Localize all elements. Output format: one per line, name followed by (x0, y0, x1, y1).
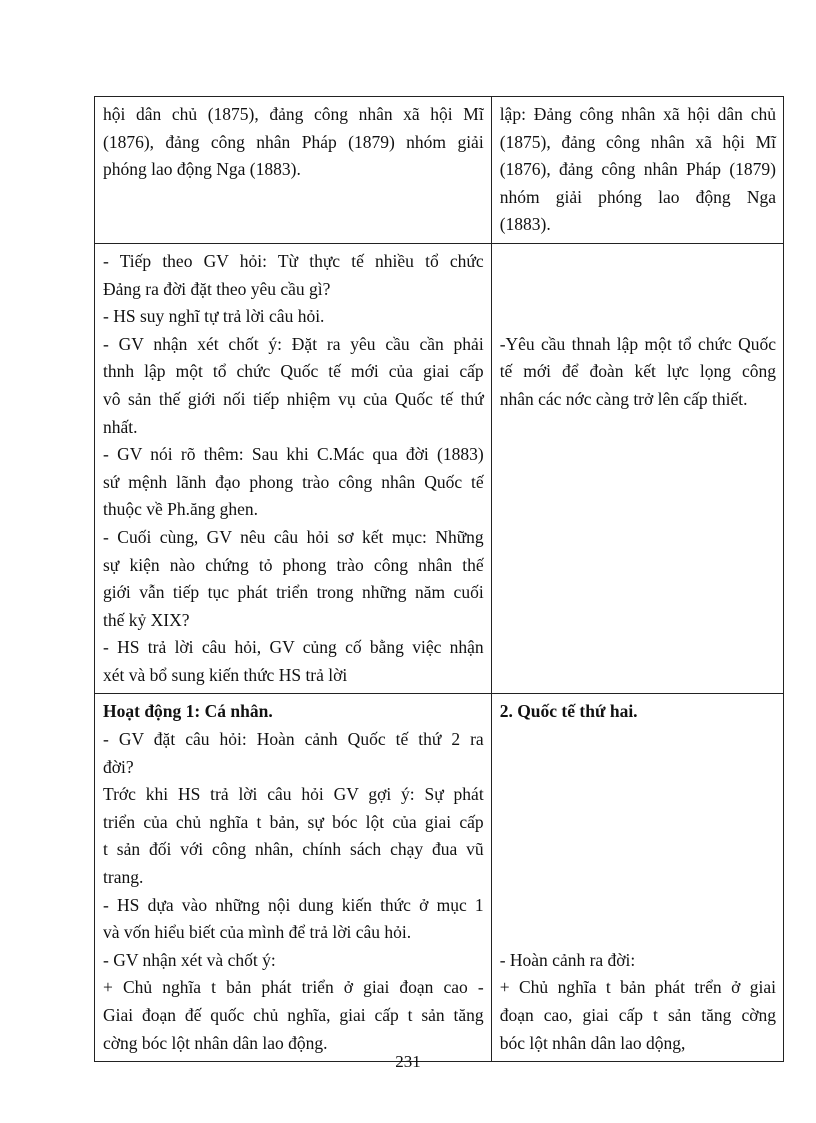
paragraph-block (500, 101, 776, 239)
text-line: - HS suy nghĩ tự trả lời câu hỏi. (103, 306, 325, 327)
left-cell (95, 97, 492, 244)
text-line: - GV nhận xét và chốt ý: (103, 949, 276, 970)
paragraph-block (103, 698, 484, 1057)
text-line: - Tiếp theo GV hỏi: Từ thực tế nhiều tổ chức (103, 250, 484, 271)
text-line: Giai đoạn đế quốc chủ nghĩa, giai cấp t sản tăng (103, 1005, 484, 1025)
text-line: (1883). (499, 214, 551, 235)
section-heading: 2. Quốc tế thứ hai. (499, 701, 638, 722)
page-number: 231 (395, 1052, 421, 1071)
left-cell (95, 243, 492, 694)
right-cell (491, 97, 783, 244)
text-line: cờng bóc lột nhân dân lao động. (103, 1032, 328, 1053)
content-table (94, 96, 784, 1062)
table-row (95, 243, 784, 694)
text-line: nhân các nớc càng trở lên cấp thiết. (499, 388, 748, 409)
text-line: - Hoàn cảnh ra đời: (499, 949, 636, 970)
text-line: -Yêu cầu thnah lập một tổ chức Quốc (499, 333, 776, 354)
paragraph-block (103, 101, 484, 239)
text-line: đoạn cao, giai cấp t sản tăng cờng (499, 1005, 776, 1025)
table-row (95, 97, 784, 244)
text-line: - HS trả lời câu hỏi, GV củng cố bằng việc nhận (103, 637, 484, 658)
text-line: - GV nhận xét chốt ý: Đặt ra yêu cầu cần phải (103, 333, 484, 354)
paragraph-block (103, 248, 484, 690)
text-line: thuộc về Ph.ăng ghen. (103, 499, 259, 520)
text-line: triển của chủ nghĩa t bản, sự bóc lột của giai cấp (103, 811, 484, 832)
text-line: + Chủ nghĩa t bản phát trển ở giai (499, 977, 776, 998)
left-cell (95, 694, 492, 1062)
text-line: xét và bổ sung kiến thức HS trả lời (103, 664, 348, 685)
paragraph-block (500, 248, 776, 414)
text-line: (1876), đảng công nhân Pháp (1879) (499, 159, 776, 180)
text-line: giới vẫn tiếp tục phát triển trong những năm cuối (103, 582, 484, 603)
text-line: lập: Đảng công nhân xã hội dân chủ (499, 104, 776, 124)
text-line: - HS dựa vào những nội dung kiến thức ở mục 1 (103, 894, 484, 915)
text-line: vô sản thế giới nối tiếp nhiệm vụ của Quốc tế thứ (103, 388, 484, 409)
text-line: + Chủ nghĩa t bản phát triển ở giai đoạn cao - (103, 977, 484, 998)
text-line: nhóm giải phóng lao động Nga (499, 186, 776, 207)
text-line: t sản đối với công nhân, chính sách chạy đua vũ (103, 839, 484, 860)
text-line: - GV đặt câu hỏi: Hoàn cảnh Quốc tế thứ 2 ra (103, 729, 484, 750)
text-line: bóc lột nhân dân lao dộng, (499, 1032, 686, 1053)
text-line: hội dân chủ (1875), đảng công nhân xã hội Mĩ (103, 104, 484, 124)
table-row (95, 694, 784, 1062)
text-line: thế kỷ XIX? (103, 609, 190, 630)
text-line: sự kiện nào chứng tỏ phong trào công nhân thế (103, 554, 484, 575)
text-line: Đảng ra đời đặt theo yêu cầu gì? (103, 278, 331, 299)
text-line: sứ mệnh lãnh đạo phong trào công nhân Quốc tế (103, 471, 484, 492)
text-line: phóng lao động Nga (1883). (103, 159, 301, 180)
text-line: đời? (103, 756, 134, 777)
text-line: và vốn hiểu biết của mình để trả lời câu hỏi. (103, 922, 412, 943)
right-cell (491, 243, 783, 694)
text-line: - GV nói rõ thêm: Sau khi C.Mác qua đời (1883) (103, 444, 484, 465)
text-line: Trớc khi HS trả lời câu hỏi GV gợi ý: Sự phát (103, 784, 484, 805)
text-line: nhất. (103, 416, 138, 437)
text-line: tế mới để đoàn kết lực lọng công (499, 361, 776, 382)
text-line: (1876), đảng công nhân Pháp (1879) nhóm giải (103, 131, 484, 152)
activity-heading: Hoạt động 1: Cá nhân. (103, 701, 273, 722)
right-cell (491, 694, 783, 1062)
paragraph-block (500, 698, 776, 1057)
text-line: - Cuối cùng, GV nêu câu hỏi sơ kết mục: Những (103, 526, 484, 547)
text-line: (1875), đảng công nhân xã hội Mĩ (499, 131, 776, 152)
text-line: thnh lập một tổ chức Quốc tế mới của giai cấp (103, 361, 484, 382)
text-line: trang. (103, 867, 144, 888)
